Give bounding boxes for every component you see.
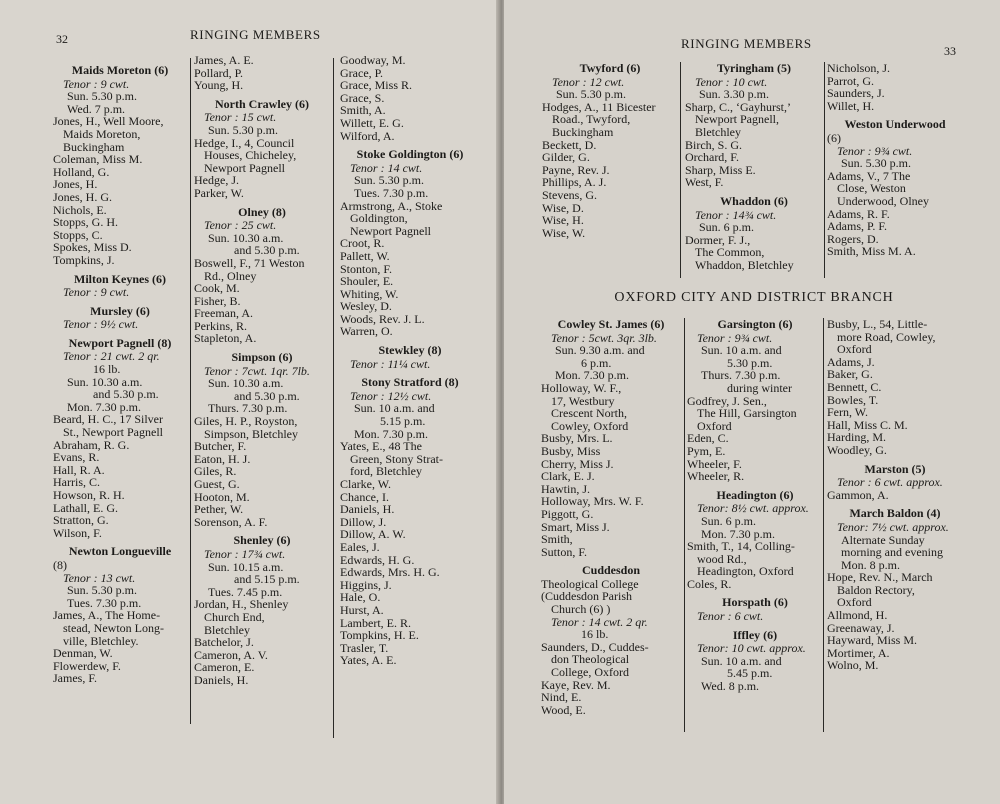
section-heading-cont: Theological College: [541, 576, 639, 591]
member-entry: Smith, T., 14, Colling-: [687, 539, 795, 554]
service-time: Sun. 9.30 a.m. and: [555, 343, 645, 358]
member-entry: Willet, H.: [827, 98, 875, 113]
tenor-line: Tenor: 7½ cwt. approx.: [837, 519, 949, 534]
tenor-line: Tenor : 14 cwt.: [350, 160, 423, 175]
section-heading: Maids Moreton (6): [71, 63, 169, 77]
member-entry: Gilder, G.: [542, 150, 590, 165]
address-line: Oxford: [837, 595, 872, 610]
address-line: Maids Moreton,: [63, 126, 141, 141]
address-line: Newport Pagnell,: [695, 112, 779, 127]
member-entry: Giles, R.: [194, 464, 237, 479]
section-heading: Headington (6): [716, 487, 794, 502]
page-number: 32: [56, 32, 68, 46]
service-time: Sun. 10.30 a.m.: [67, 374, 143, 389]
section-heading-cont: (6): [827, 130, 841, 145]
member-entry: Wheeler, F.: [687, 456, 742, 471]
member-entry: Piggott, G.: [541, 506, 594, 521]
address-line: Headington, Oxford: [697, 564, 794, 579]
service-time: Sun. 10 a.m. and: [701, 343, 782, 358]
member-entry: Butcher, F.: [194, 439, 247, 454]
member-entry: Smith, A.: [340, 103, 386, 118]
member-entry: Wheeler, R.: [687, 469, 745, 484]
address-line: wood Rd.,: [697, 551, 747, 566]
tenor-line: Tenor : 5cwt. 3qr. 3lb.: [551, 330, 657, 345]
address-line: more Road, Cowley,: [837, 329, 936, 344]
member-entry: Smith,: [541, 532, 573, 547]
service-time: Mon. 7.30 p.m.: [354, 426, 429, 441]
member-entry: Sutton, F.: [541, 544, 588, 559]
column-divider: [684, 318, 685, 732]
member-entry: Dillow, A. W.: [340, 527, 406, 542]
member-entry: Saunders, J.: [827, 86, 885, 101]
column-1-top: [542, 56, 678, 239]
section-heading: Twyford (6): [579, 61, 641, 75]
service-time-cont: 5.45 p.m.: [727, 666, 773, 681]
service-time: Sun. 5.30 p.m.: [208, 122, 279, 137]
section-heading: Shenley (6): [233, 533, 291, 548]
member-entry: Pether, W.: [194, 502, 244, 517]
member-entry: Wolno, M.: [827, 658, 879, 673]
section-heading-cont: (8): [53, 557, 67, 572]
service-time: Sun. 5.30 p.m.: [841, 156, 912, 171]
member-entry: Warren, O.: [340, 324, 393, 339]
tenor-line: Tenor: 8½ cwt. approx.: [697, 501, 809, 516]
member-entry: Abraham, R. G.: [53, 437, 130, 452]
member-entry: Yates, A. E.: [340, 653, 397, 668]
tenor-line: Tenor : 15 cwt.: [204, 110, 277, 125]
member-entry: Wood, E.: [541, 702, 586, 717]
member-entry: Holloway, Mrs. W. F.: [541, 494, 644, 509]
member-entry: Bowles, T.: [827, 392, 879, 407]
member-entry: Grace, S.: [340, 90, 385, 105]
member-entry: Pollard, P.: [194, 65, 244, 80]
service-time: Sun. 5.30 p.m.: [354, 173, 425, 188]
tenor-line: Tenor : 11¼ cwt.: [350, 356, 431, 371]
section-heading: Garsington (6): [717, 317, 793, 331]
member-entry: Edwards, H. G.: [340, 552, 415, 567]
member-entry: Cherry, Miss J.: [541, 456, 614, 471]
member-entry: Mortimer, A.: [827, 645, 890, 660]
tenor-line: Tenor : 7cwt. 1qr. 7lb.: [204, 363, 310, 378]
address-line: Underwood, Olney: [837, 193, 929, 208]
service-time: Mon. 7.30 p.m.: [67, 399, 142, 414]
member-entry: Beckett, D.: [542, 137, 597, 152]
service-time: Tues. 7.30 p.m.: [354, 185, 429, 200]
member-entry: James, A., The Home-: [53, 608, 161, 623]
service-time: Sun. 5.30 p.m.: [556, 87, 627, 102]
member-entry: Whiting, W.: [340, 286, 399, 301]
member-entry: Grace, P.: [340, 65, 383, 80]
member-entry: Chance, I.: [340, 489, 389, 504]
address-line: Bletchley: [204, 622, 250, 637]
address-line: Buckingham: [552, 124, 614, 139]
member-entry: Nichols, E.: [53, 202, 107, 217]
member-entry: Harris, C.: [53, 475, 100, 490]
member-entry: Wise, D.: [542, 200, 584, 215]
address-line: ford, Bletchley: [350, 464, 422, 479]
address-line: ville, Bletchley.: [63, 633, 139, 648]
member-entry: Parrot, G.: [827, 73, 874, 88]
member-entry: Willett, E. G.: [340, 115, 404, 130]
column-1-bottom: [541, 312, 681, 716]
tenor-line: Tenor : 25 cwt.: [204, 218, 277, 233]
member-entry: Eden, C.: [687, 431, 729, 446]
member-entry: Cameron, A. V.: [194, 647, 268, 662]
address-line: Oxford: [837, 342, 872, 357]
member-entry: West, F.: [685, 175, 724, 190]
member-entry: Hedge, J.: [194, 173, 239, 188]
member-entry: Rogers, D.: [827, 231, 879, 246]
member-entry: Spokes, Miss D.: [53, 240, 132, 255]
member-entry: (Cuddesdon Parish: [541, 589, 632, 604]
section-heading: Stewkley (8): [378, 343, 442, 358]
tenor-line: Tenor : 14¾ cwt.: [695, 207, 777, 222]
member-entry: Sorenson, A. F.: [194, 514, 268, 529]
service-time-cont: 16 lb.: [93, 362, 121, 377]
section-heading: Newton Longueville: [68, 544, 172, 559]
member-entry: Sharp, Miss E.: [685, 162, 756, 177]
address-line: Newport Pagnell: [204, 160, 285, 175]
tenor-line: Tenor : 12½ cwt.: [350, 388, 432, 403]
member-entry: Guest, G.: [194, 477, 240, 491]
member-entry: Busby, Miss: [541, 443, 601, 458]
tenor-line: Tenor : 9¾ cwt.: [697, 330, 773, 345]
service-time: Mon. 7.30 p.m.: [701, 526, 776, 541]
column-divider: [190, 58, 191, 724]
address-line: 17, Westbury: [551, 393, 615, 408]
column-2: [194, 54, 330, 687]
member-entry: Jordan, H., Shenley: [194, 597, 289, 612]
member-entry: James, A. E.: [194, 53, 254, 67]
tenor-line: Tenor : 12 cwt.: [552, 74, 625, 89]
member-entry: Yates, E., 48 The: [340, 439, 422, 454]
service-time-cont: and 5.15 p.m.: [234, 572, 300, 587]
member-entry: Smart, Miss J.: [541, 519, 610, 534]
column-divider: [680, 62, 681, 278]
tenor-line: Tenor : 13 cwt.: [63, 570, 136, 585]
member-entry: Dormer, F. J.,: [685, 232, 751, 247]
page-number: 33: [944, 44, 956, 58]
section-heading: Simpson (6): [231, 350, 293, 365]
section-heading: North Crawley (6): [215, 96, 309, 111]
address-line: Crescent North,: [551, 406, 627, 421]
member-entry: Hayward, Miss M.: [827, 633, 917, 648]
member-entry: Pym, E.: [687, 443, 726, 458]
service-time: Tues. 7.30 p.m.: [67, 595, 142, 610]
section-heading: Milton Keynes (6): [74, 271, 166, 286]
member-entry: Busby, Mrs. L.: [541, 431, 613, 446]
address-line: Church (6) ): [551, 602, 611, 617]
address-line: stead, Newton Long-: [63, 620, 164, 635]
member-entry: Daniels, H.: [340, 502, 395, 517]
member-entry: Freeman, A.: [194, 306, 253, 321]
member-entry: Daniels, H.: [194, 672, 249, 687]
service-time-cont: 5.30 p.m.: [727, 355, 773, 370]
running-header: RINGING MEMBERS: [681, 36, 812, 51]
member-entry: Denman, W.: [53, 646, 113, 661]
member-entry: Hodges, A., 11 Bicester: [542, 99, 656, 114]
right-page: [504, 0, 1000, 804]
column-3-top: [827, 62, 963, 258]
address-line: Oxford: [697, 418, 732, 433]
column-3-bottom: [827, 318, 963, 672]
service-time: Thurs. 7.30 p.m.: [208, 401, 288, 416]
member-entry: Stapleton, A.: [194, 331, 257, 346]
member-entry: Adams, V., 7 The: [827, 168, 911, 183]
service-time: Mon. 7.30 p.m.: [555, 368, 630, 383]
service-time: Alternate Sunday: [841, 532, 925, 547]
member-entry: Trasler, T.: [340, 640, 389, 655]
address-line: Close, Weston: [837, 181, 906, 196]
address-line: The Hill, Garsington: [697, 406, 797, 421]
member-entry: Godfrey, J. Sen.,: [687, 393, 767, 408]
member-entry: Higgins, J.: [340, 577, 392, 592]
section-heading: Cuddesdon: [581, 563, 641, 578]
member-entry: Busby, L., 54, Little-: [827, 317, 928, 331]
address-line: Green, Stony Strat-: [350, 451, 443, 466]
section-heading: Newport Pagnell (8): [68, 335, 172, 350]
member-entry: Giles, H. P., Royston,: [194, 414, 298, 429]
member-entry: Clark, E. J.: [541, 469, 595, 484]
member-entry: Baker, G.: [827, 367, 873, 382]
section-heading: Marston (5): [864, 461, 926, 476]
member-entry: Woods, Rev. J. L.: [340, 311, 425, 326]
member-entry: Saunders, D., Cuddes-: [541, 639, 649, 654]
address-line: Bletchley: [695, 124, 741, 139]
member-entry: Perkins, R.: [194, 318, 248, 333]
member-entry: Stopps, C.: [53, 227, 103, 242]
member-entry: Gammon, A.: [827, 487, 889, 502]
member-entry: Fisher, B.: [194, 293, 241, 308]
address-line: Newport Pagnell: [350, 223, 431, 238]
address-line: Whaddon, Bletchley: [695, 257, 794, 272]
member-entry: Sharp, C., ‘Gayhurst,’: [685, 99, 791, 114]
branch-title: OXFORD CITY AND DISTRICT BRANCH: [614, 290, 894, 305]
member-entry: Jones, H. G.: [53, 189, 112, 204]
section-heading: Olney (8): [238, 204, 286, 219]
service-time: Sun. 5.30 p.m.: [67, 583, 138, 598]
member-entry: Stevens, G.: [542, 187, 597, 202]
service-time: Sun. 3.30 p.m.: [699, 87, 770, 102]
column-divider: [333, 58, 334, 738]
service-time: Sun. 10.15 a.m.: [208, 559, 284, 574]
service-time: Mon. 8 p.m.: [841, 557, 901, 572]
member-entry: Jones, H.: [53, 177, 98, 192]
member-entry: Allmond, H.: [827, 608, 888, 623]
address-line: Goldington,: [350, 211, 408, 226]
service-time: Tues. 7.45 p.m.: [208, 584, 283, 599]
member-entry: Wesley, D.: [340, 299, 392, 314]
address-line: College, Oxford: [551, 665, 629, 680]
section-heading: Iffley (6): [732, 627, 778, 642]
member-entry: Grace, Miss R.: [340, 78, 412, 93]
section-heading: Tyringham (5): [716, 61, 792, 75]
member-entry: Coleman, Miss M.: [53, 152, 143, 167]
member-entry: Bennett, C.: [827, 379, 882, 394]
member-entry: Armstrong, A., Stoke: [340, 198, 443, 213]
tenor-line: Tenor : 17¾ cwt.: [204, 546, 286, 561]
member-entry: Tompkins, H. E.: [340, 628, 419, 643]
column-2-top: [685, 56, 823, 272]
member-entry: Parker, W.: [194, 185, 244, 200]
service-time: Sun. 5.30 p.m.: [67, 89, 138, 104]
tenor-line: Tenor: 10 cwt. approx.: [697, 641, 806, 656]
member-entry: Stopps, G. H.: [53, 215, 119, 230]
member-entry: Jones, H., Well Moore,: [53, 114, 164, 129]
service-time-cont: and 5.30 p.m.: [234, 388, 300, 403]
service-time: Sun. 10 a.m. and: [701, 653, 782, 668]
member-entry: Dillow, J.: [340, 514, 387, 529]
service-time: Wed. 8 p.m.: [701, 679, 760, 694]
member-entry: Young, H.: [194, 78, 244, 93]
member-entry: Adams, J.: [827, 354, 875, 369]
column-3: [340, 54, 480, 667]
member-entry: Flowerdew, F.: [53, 658, 121, 673]
address-line: Houses, Chicheley,: [204, 148, 297, 163]
member-entry: Hale, O.: [340, 590, 381, 605]
member-entry: Hedge, I., 4, Council: [194, 135, 295, 150]
service-time: Wed. 7 p.m.: [67, 101, 126, 116]
address-line: Rd., Olney: [204, 268, 257, 283]
member-entry: Lathall, E. G.: [53, 500, 118, 515]
service-time: Sun. 10 a.m. and: [354, 401, 435, 416]
member-entry: Wilford, A.: [340, 128, 395, 143]
member-entry: Croot, R.: [340, 236, 385, 251]
tenor-line: Tenor : 9¾ cwt.: [837, 143, 913, 158]
service-time: Sun. 6 p.m.: [701, 513, 757, 528]
address-line: Road., Twyford,: [552, 112, 631, 127]
member-entry: Orchard, F.: [685, 150, 740, 165]
member-entry: Wise, H.: [542, 213, 584, 228]
service-time: Thurs. 7.30 p.m.: [701, 368, 781, 383]
service-time: morning and evening: [841, 545, 943, 560]
member-entry: Nind, E.: [541, 690, 582, 705]
address-line: St., Newport Pagnell: [63, 425, 163, 440]
service-time-cont: 16 lb.: [581, 627, 609, 642]
address-line: The Common,: [695, 245, 765, 260]
tenor-line: Tenor : 9½ cwt.: [63, 317, 139, 332]
column-1: [53, 58, 187, 685]
address-line: Church End,: [204, 609, 265, 624]
member-entry: Lambert, E. R.: [340, 615, 411, 630]
service-time-cont: and 5.30 p.m.: [234, 243, 300, 258]
service-time-cont: and 5.30 p.m.: [93, 387, 159, 402]
member-entry: Eales, J.: [340, 539, 380, 554]
member-entry: Kaye, Rev. M.: [541, 677, 611, 692]
member-entry: Hall, Miss C. M.: [827, 417, 908, 432]
tenor-line: Tenor : 6 cwt. approx.: [837, 475, 943, 490]
tenor-line: Tenor : 14 cwt. 2 qr.: [551, 614, 648, 629]
member-entry: Woodley, G.: [827, 442, 887, 457]
tenor-line: Tenor : 9 cwt.: [63, 76, 130, 91]
member-entry: Evans, R.: [53, 450, 100, 465]
member-entry: Birch, S. G.: [685, 137, 742, 152]
member-entry: Tompkins, J.: [53, 252, 115, 267]
service-time-cont: 6 p.m.: [581, 355, 612, 370]
member-entry: Adams, P. F.: [827, 219, 888, 234]
section-heading: Weston Underwood: [844, 117, 946, 132]
member-entry: Hurst, A.: [340, 602, 384, 617]
member-entry: Clarke, W.: [340, 477, 391, 491]
tenor-line: Tenor : 6 cwt.: [697, 609, 764, 624]
section-heading: Horspath (6): [722, 595, 788, 610]
member-entry: Fern, W.: [827, 405, 869, 420]
member-entry: Holland, G.: [53, 164, 110, 179]
member-entry: Howson, R. H.: [53, 488, 125, 502]
member-entry: Beard, H. C., 17 Silver: [53, 412, 163, 427]
tenor-line: Tenor : 21 cwt. 2 qr.: [63, 349, 160, 364]
member-entry: Hope, Rev. N., March: [827, 570, 933, 585]
member-entry: Greenaway, J.: [827, 620, 895, 635]
member-entry: Coles, R.: [687, 576, 732, 591]
member-entry: Stonton, F.: [340, 261, 393, 276]
address-line: don Theological: [551, 652, 630, 667]
member-entry: Batchelor, J.: [194, 635, 254, 650]
member-entry: Edwards, Mrs. H. G.: [340, 565, 440, 580]
member-entry: Holloway, W. F.,: [541, 380, 622, 395]
tenor-line: Tenor : 10 cwt.: [695, 74, 768, 89]
member-entry: Hooton, M.: [194, 489, 250, 504]
service-time-cont: during winter: [727, 380, 792, 395]
address-line: Cowley, Oxford: [551, 418, 629, 433]
member-entry: Stratton, G.: [53, 513, 109, 528]
member-entry: Hall, R. A.: [53, 462, 105, 477]
service-time-cont: 5.15 p.m.: [380, 414, 426, 429]
section-heading: March Baldon (4): [849, 506, 941, 521]
tenor-line: Tenor : 9 cwt.: [63, 285, 130, 300]
member-entry: Phillips, A. J.: [542, 175, 607, 190]
section-heading: Cowley St. James (6): [557, 317, 665, 331]
member-entry: Boswell, F., 71 Weston: [194, 255, 305, 270]
service-time: Sun. 10.30 a.m.: [208, 230, 284, 245]
service-time: Sun. 6 p.m.: [699, 220, 755, 235]
column-2-bottom: [687, 312, 823, 693]
column-divider: [824, 62, 825, 278]
section-heading: Whaddon (6): [720, 193, 788, 208]
member-entry: Hawtin, J.: [541, 481, 590, 496]
member-entry: Smith, Miss M. A.: [827, 244, 916, 259]
member-entry: Adams, R. F.: [827, 206, 890, 221]
section-heading: Stony Stratford (8): [361, 375, 459, 390]
section-heading: Mursley (6): [90, 303, 150, 318]
member-entry: Cameron, E.: [194, 660, 255, 675]
member-entry: Wilson, F.: [53, 525, 102, 540]
address-line: Buckingham: [63, 139, 125, 154]
member-entry: Cook, M.: [194, 281, 240, 296]
address-line: Baldon Rectory,: [837, 582, 915, 597]
member-entry: Harding, M.: [827, 430, 886, 445]
member-entry: James, F.: [53, 671, 98, 686]
service-time: Sun. 10.30 a.m.: [208, 376, 284, 391]
member-entry: Pallett, W.: [340, 248, 390, 263]
member-entry: Wise, W.: [542, 225, 586, 240]
member-entry: Goodway, M.: [340, 53, 406, 67]
member-entry: Eaton, H. J.: [194, 451, 251, 466]
running-header: RINGING MEMBERS: [190, 27, 321, 42]
member-entry: Payne, Rev. J.: [542, 162, 610, 177]
column-divider: [823, 318, 824, 732]
address-line: Simpson, Bletchley: [204, 426, 298, 441]
member-entry: Nicholson, J.: [827, 61, 890, 75]
member-entry: Shouler, E.: [340, 274, 394, 289]
section-heading: Stoke Goldington (6): [356, 147, 464, 162]
